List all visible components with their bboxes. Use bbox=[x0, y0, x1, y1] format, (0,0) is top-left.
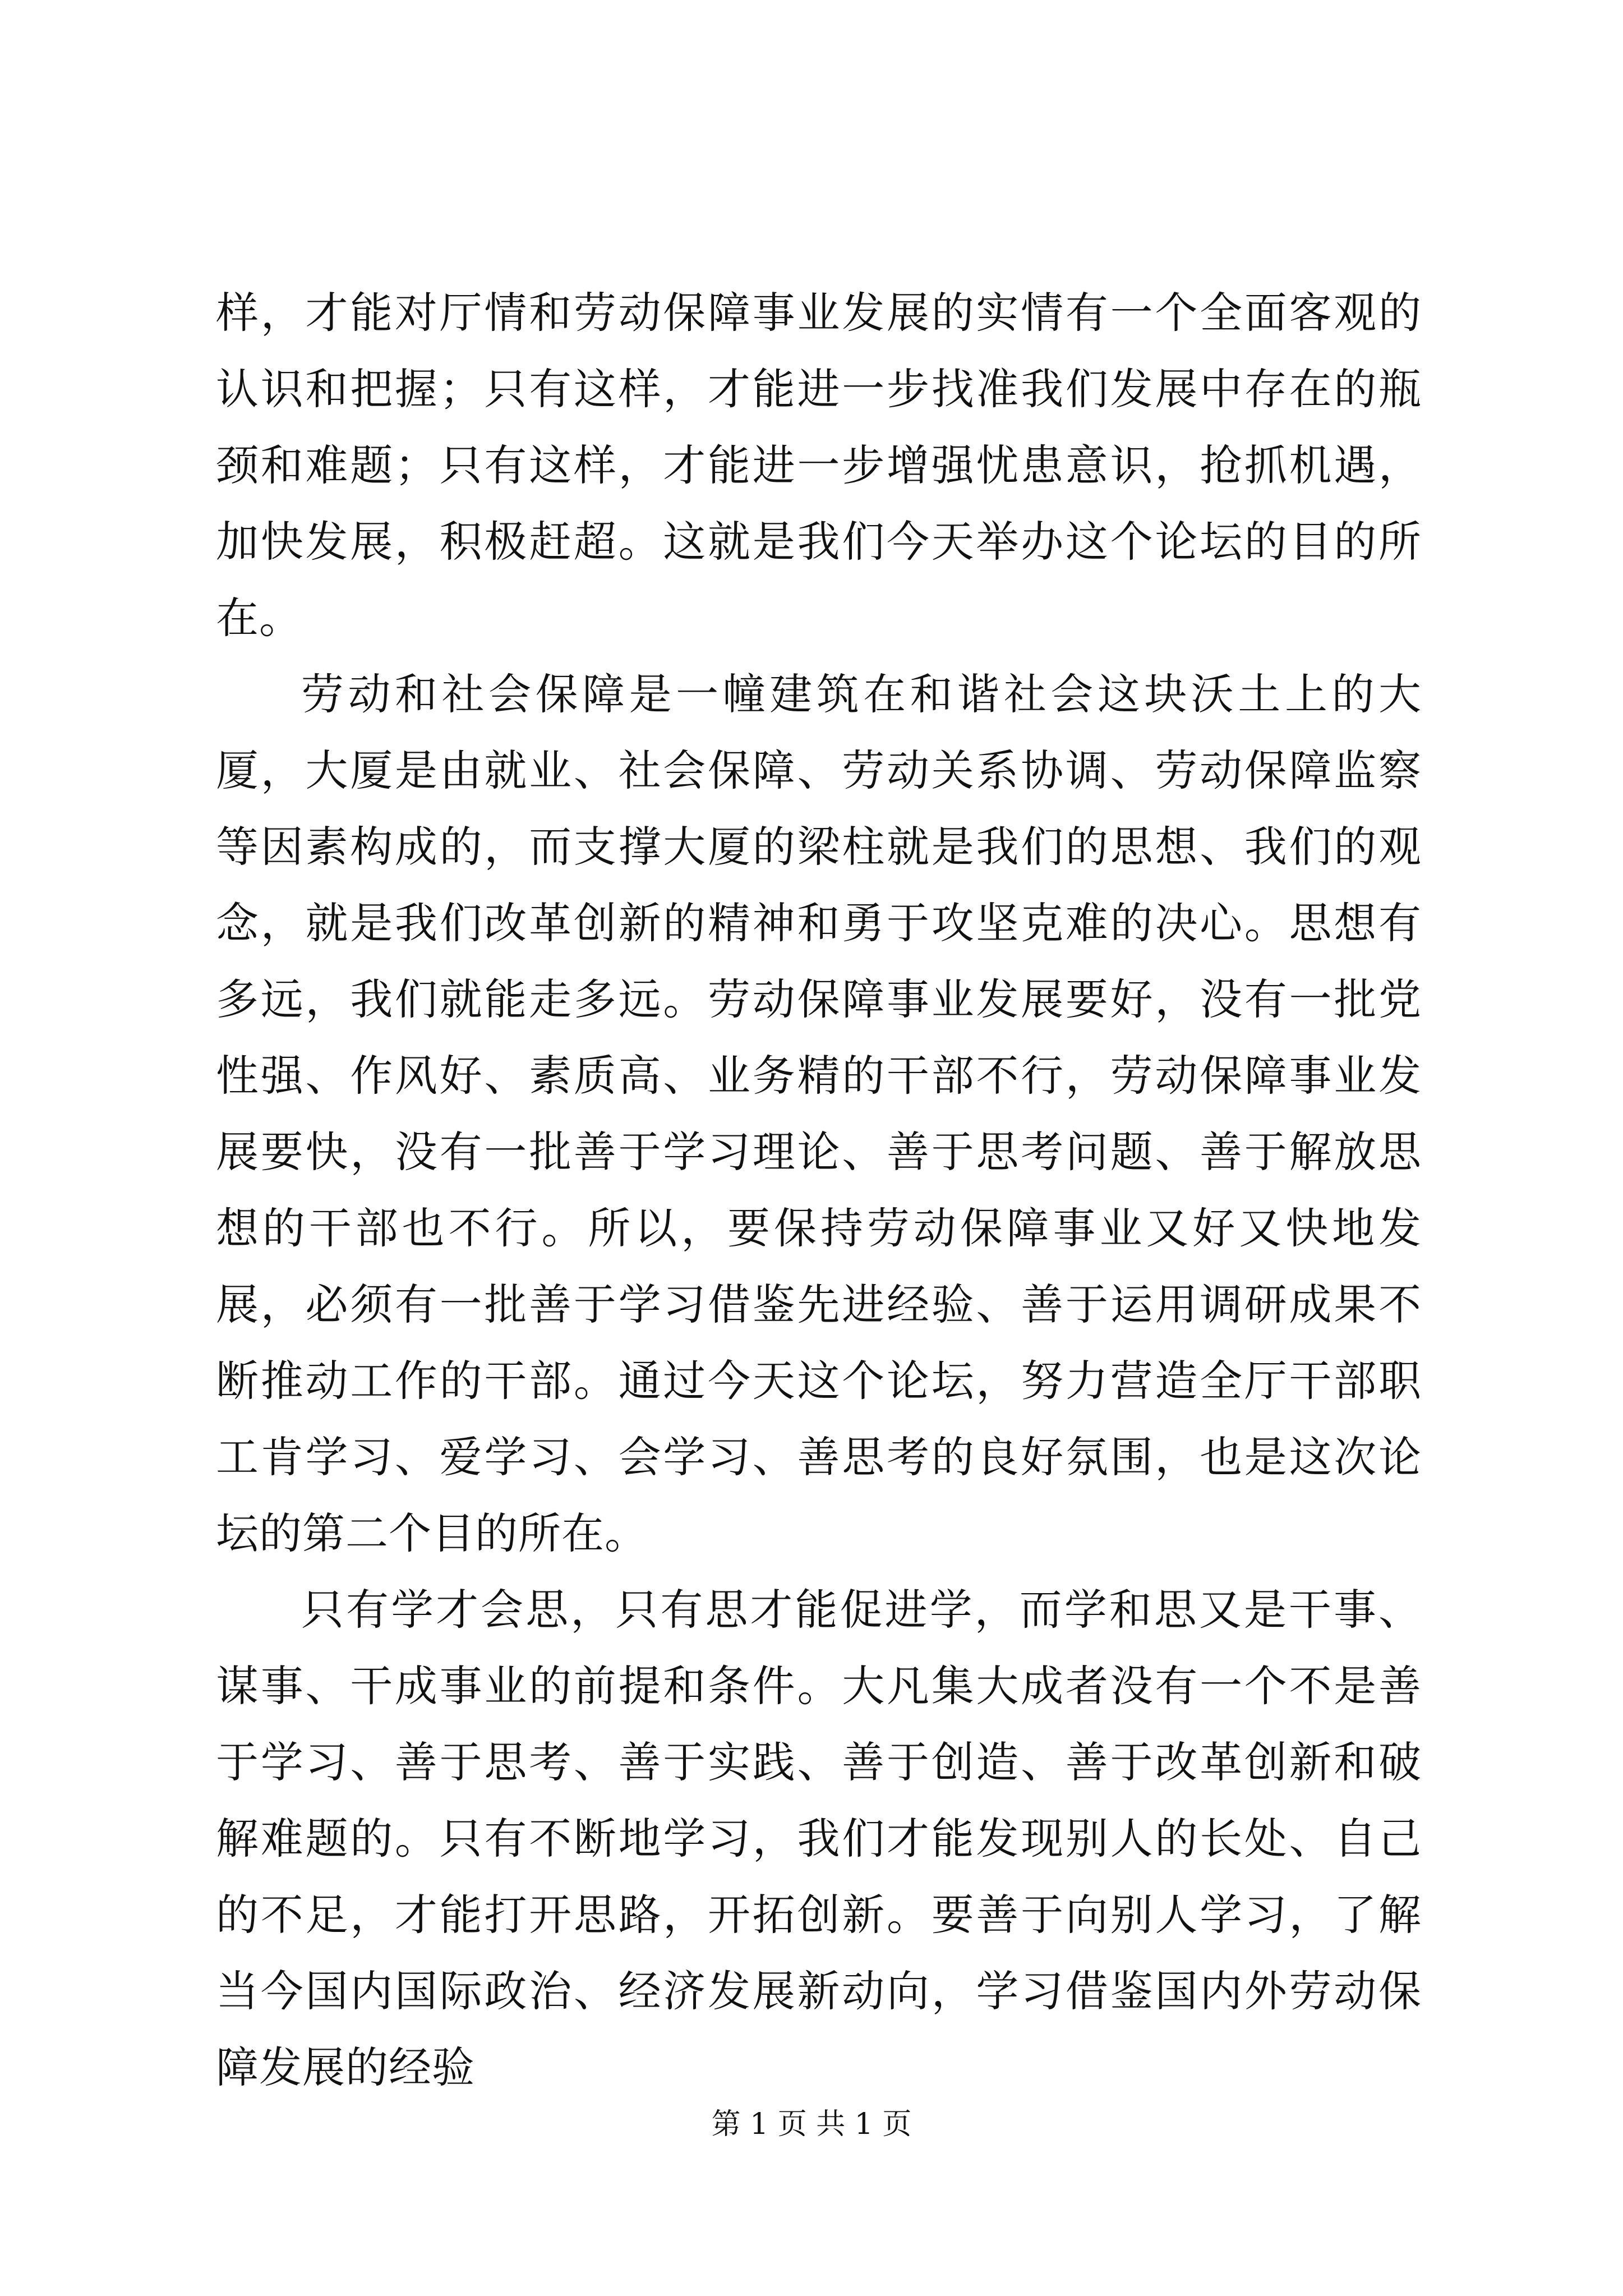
paragraph-3: 只有学才会思，只有思才能促进学，而学和思又是干事、谋事、干成事业的前提和条件。大凡集大成者没有一个不是善于学习、善于思考、善于实践、善于创造、善于改革创新和破解难题的。只有不断地学习，我们才能发现别人的长处、自己的不足，才能打开思路，开拓创新。要善于向别人学习，了解当今国内国际政治、经济发展新动向，学习借鉴国内外劳动保障发展的经验 bbox=[216, 1585, 1422, 2092]
page-footer: 第 1 页 共 1 页 bbox=[711, 2108, 912, 2141]
paragraph-2: 劳动和社会保障是一幢建筑在和谐社会这块沃土上的大厦，大厦是由就业、社会保障、劳动关系协调、劳动保障监察等因素构成的，而支撑大厦的梁柱就是我们的思想、我们的观念，就是我们改革创新的精神和勇于攻坚克难的决心。思想有多远，我们就能走多远。劳动保障事业发展要好，没有一批党性强、作风好、素质高、业务精的干部不行，劳动保障事业发展要快，没有一批善于学习理论、善于思考问题、善于解放思想的干部也不行。所以，要保持劳动保障事业又好又快地发展，必须有一批善于学习借鉴先进经验、善于运用调研成果不断推动工作的干部。通过今天这个论坛，努力营造全厅干部职工肯学习、爱学习、会学习、善思考的良好氛围，也是这次论坛的第二个目的所在。 bbox=[216, 669, 1422, 1558]
paragraph-1: 样，才能对厅情和劳动保障事业发展的实情有一个全面客观的认识和把握；只有这样，才能进一步找准我们发展中存在的瓶颈和难题；只有这样，才能进一步增强忧患意识，抢抓机遇，加快发展，积极赶超。这就是我们今天举办这个论坛的目的所在。 bbox=[216, 288, 1422, 643]
document-body bbox=[216, 275, 1422, 2106]
